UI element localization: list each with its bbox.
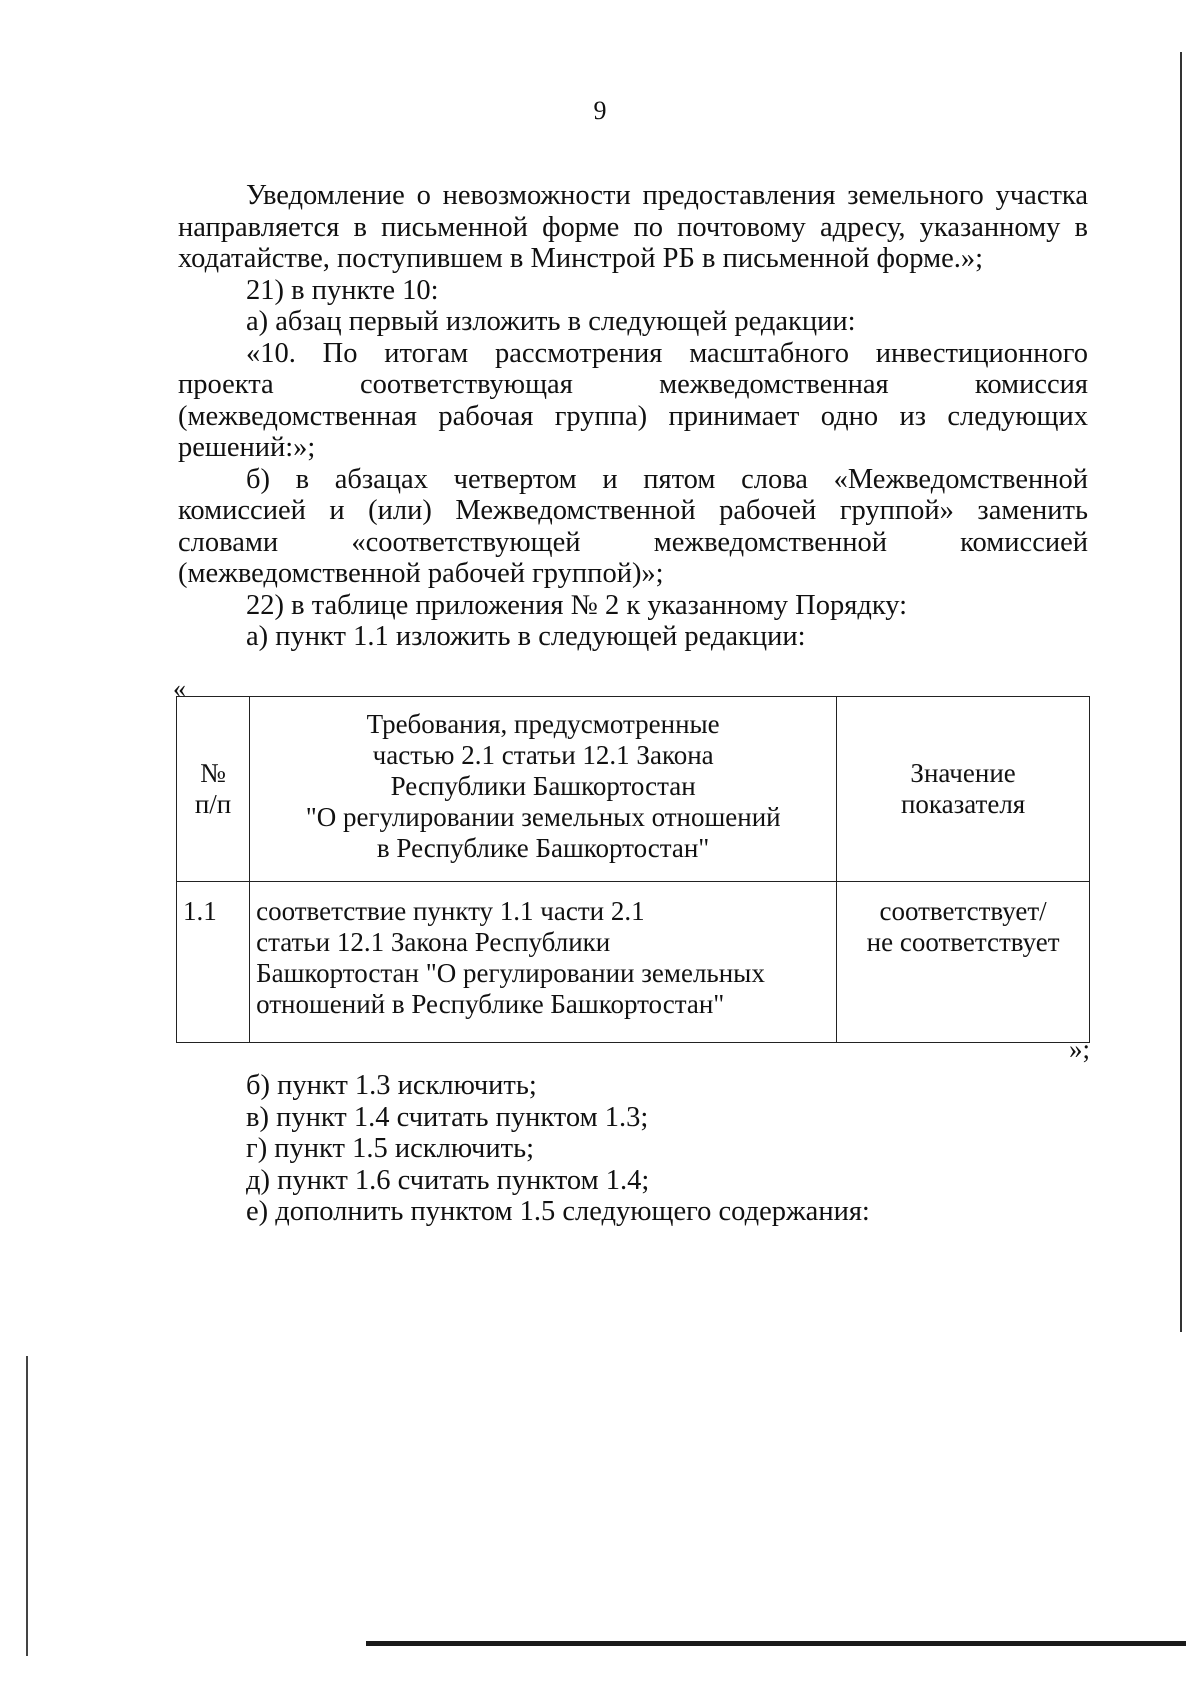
- amendment-list: [246, 1070, 870, 1228]
- list-item: г) пункт 1.5 исключить;: [246, 1133, 534, 1164]
- paragraph-quoted-10: «10. По итогам рассмотрения масштабного инвестиционного проекта соответствующая межведомственная комиссия (межведомственная рабочая группа) принимает одно из следующих решений:»;: [178, 337, 1088, 463]
- paragraph-item-22: 22) в таблице приложения № 2 к указанному Порядку:: [246, 589, 908, 621]
- table-close-quote: »;: [1068, 1034, 1090, 1064]
- list-item: д) пункт 1.6 считать пунктом 1.4;: [246, 1164, 650, 1196]
- paragraph-item-21: 21) в пункте 10:: [246, 274, 439, 306]
- scan-edge-bottom: [366, 1641, 1186, 1646]
- paragraph-item-21b: б) в абзацах четвертом и пятом слова «Межведомственной комиссией и (или) Межведомственной рабочей группой» заменить словами «соответствующей межведомственной комиссией (межведомственной рабочей группой)»;: [178, 463, 1088, 589]
- requirements-table: [176, 696, 1090, 1043]
- list-item: е) дополнить пунктом 1.5 следующего содержания:: [246, 1196, 870, 1227]
- body-text: [178, 180, 1088, 653]
- header-requirement-cell: Требования, предусмотренные частью 2.1 статьи 12.1 Закона Республики Башкортостан "О регулировании земельных отношений в Республике Башкортостан": [250, 697, 837, 882]
- paragraph-notification: Уведомление о невозможности предоставления земельного участка направляется в письменной форме по почтовому адресу, указанному в ходатайстве, поступившем в Минстрой РБ в письменной форме.»;: [178, 180, 1088, 274]
- list-item: в) пункт 1.4 считать пунктом 1.3;: [246, 1101, 649, 1133]
- list-item: б) пункт 1.3 исключить;: [246, 1070, 537, 1101]
- scan-edge-right: [1180, 52, 1182, 1332]
- table-row: [177, 882, 1090, 1043]
- paragraph-item-22a: а) пункт 1.1 изложить в следующей редакции:: [246, 621, 806, 652]
- row-requirement-cell: соответствие пункту 1.1 части 2.1 статьи 12.1 Закона Республики Башкортостан "О регулировании земельных отношений в Республике Башкортостан": [250, 882, 837, 1043]
- row-num-cell: 1.1: [177, 882, 250, 1043]
- row-value-cell: соответствует/ не соответствует: [837, 882, 1090, 1043]
- table-header-row: [177, 697, 1090, 882]
- paragraph-item-21a: а) абзац первый изложить в следующей редакции:: [246, 306, 856, 337]
- header-num-cell: № п/п: [177, 697, 250, 882]
- table-open-quote: «: [173, 674, 186, 703]
- scan-edge-left: [26, 1356, 28, 1656]
- page-number: 9: [593, 96, 607, 125]
- header-value-cell: Значение показателя: [837, 697, 1090, 882]
